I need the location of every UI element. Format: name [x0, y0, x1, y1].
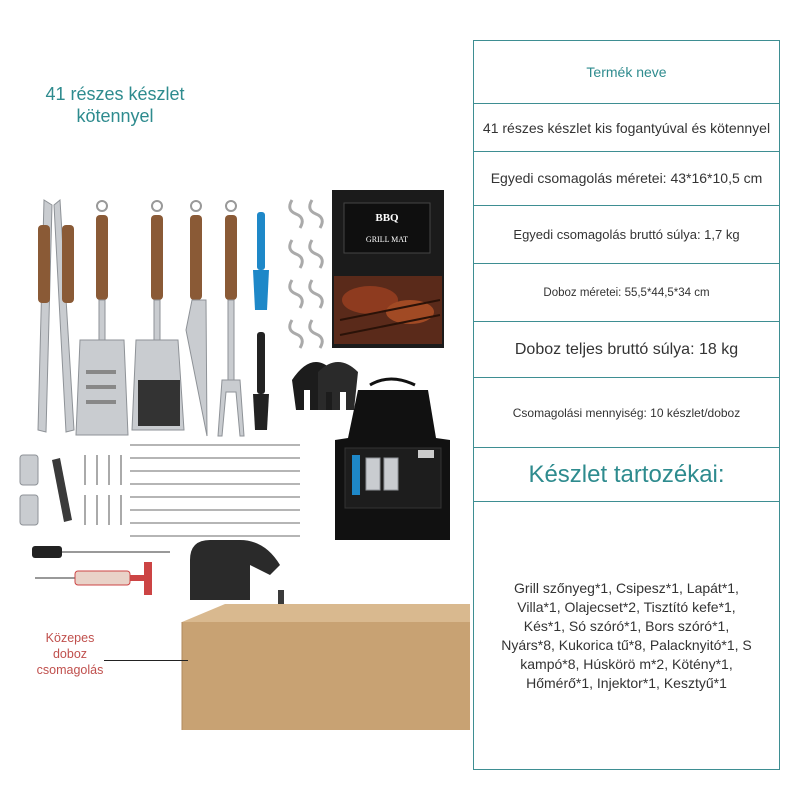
packaging-note-line1: Közepes: [45, 631, 95, 645]
fork-image: [218, 201, 244, 436]
oil-brush-blue-image: [253, 212, 269, 310]
bottle-opener-image: [52, 458, 72, 522]
s-hooks-image: [290, 200, 323, 348]
spec-unit-gross-weight: [473, 206, 780, 264]
grill-mat-image: [332, 190, 444, 348]
carton-box-image: [182, 604, 470, 730]
set-title-line2: kötennyel: [76, 106, 154, 126]
corn-needles-image: [85, 455, 121, 525]
meat-claws-image: [292, 362, 358, 410]
spec-box-size-text: Doboz méretei: 55,5*44,5*34 cm: [543, 286, 710, 299]
grill-mat-subtitle: GRILL MAT: [365, 235, 409, 244]
packaging-note-pointer: [104, 660, 188, 661]
tongs-image: [38, 200, 74, 432]
spec-packing-qty-text: Csomagolási mennyiség: 10 készlet/doboz: [512, 405, 741, 420]
spec-box-gross-weight-text: Doboz teljes bruttó súlya: 18 kg: [514, 340, 739, 358]
packaging-note: [20, 630, 120, 678]
spec-product-name-text: 41 részes készlet kis fogantyúval és kötennyel: [482, 119, 771, 136]
knife-image: [186, 201, 207, 436]
spec-unit-gross-weight-text: Egyedi csomagolás bruttó súlya: 1,7 kg: [513, 227, 740, 242]
spec-accessories-list-text: Grill szőnyeg*1, Csipesz*1, Lapát*1, Villa*1, Olajecset*2, Tisztító kefe*1, Kés*1, Só szóró*1, Bors szóró*1, Nyárs*8, Kukorica tű*8, Palacknyitó*1, S kampó*8, Húskörö m*2, Kötény*1, Hőmérő*1, Injektor*1, Kesztyű*1: [501, 579, 752, 691]
spatula-image: [76, 201, 128, 435]
set-title-line1: 41 részes készlet: [45, 84, 185, 104]
spec-accessories-title-text: Készlet tartozékai:: [528, 460, 725, 488]
spec-unit-package-size: [473, 152, 780, 206]
spec-accessories-title: [473, 448, 780, 502]
cleaning-brush-image: [132, 201, 184, 430]
packaging-note-line2: doboz: [52, 647, 88, 661]
spec-header: [473, 40, 780, 104]
skewers-image: [130, 445, 300, 536]
thermometer-image: [32, 546, 170, 558]
spec-header-text: Termék neve: [586, 64, 667, 80]
glove-image: [190, 540, 284, 606]
spec-box-gross-weight: [473, 322, 780, 378]
spec-box-size: [473, 264, 780, 322]
injector-image: [35, 562, 152, 595]
shakers-image: [20, 455, 38, 525]
oil-brush-black-image: [253, 332, 269, 430]
spec-packing-qty: [473, 378, 780, 448]
grill-mat-title: BBQ: [375, 212, 399, 224]
spec-unit-package-size-text: Egyedi csomagolás méretei: 43*16*10,5 cm: [490, 170, 763, 186]
packaging-note-line3: csomagolás: [36, 663, 104, 677]
spec-accessories-list: [473, 502, 780, 770]
spec-product-name: [473, 104, 780, 152]
